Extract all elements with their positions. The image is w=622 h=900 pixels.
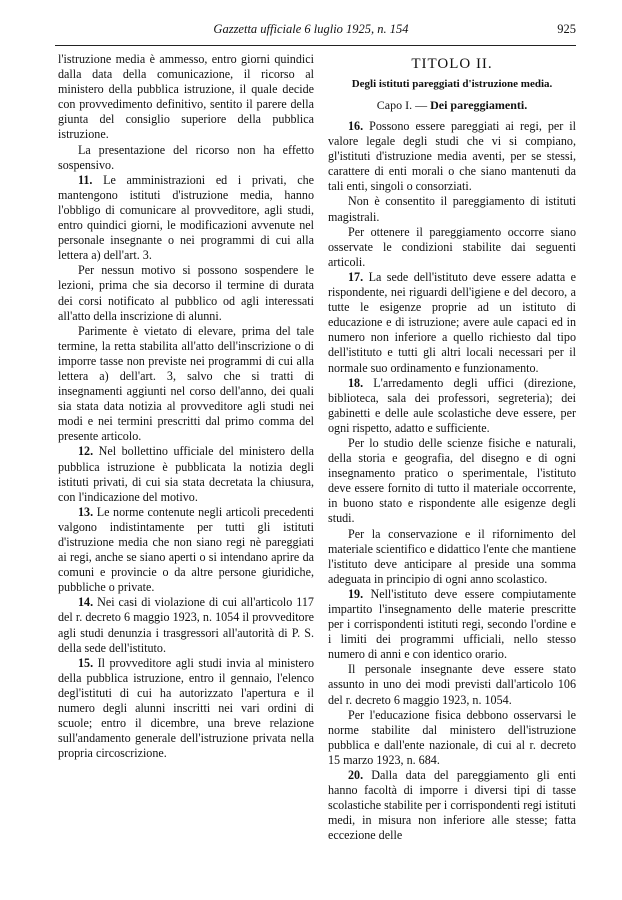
article-14 bbox=[58, 595, 314, 655]
article-17 bbox=[328, 270, 576, 376]
article-text: Nel bollettino ufficiale del ministero della pubblica istruzione è pubblicata la notizia degli istituti privati, di cui sia stata decretata la chiusura, con l'indicazione del motivo. bbox=[58, 444, 314, 504]
section-title: TITOLO II. bbox=[411, 56, 493, 72]
article-text: La sede dell'istituto deve essere adatta e rispondente, nei riguardi dell'igiene e del decoro, a tutte le esigenze proprie ad un istituto di educazione e di istruzione; avere aule capaci ed in numero non inferiore a quello richiesto dal tipo dell'istituto e tutti gli altri locali necessari per il normale suo ordinamento e funzionamento. bbox=[328, 269, 576, 375]
article-20 bbox=[328, 768, 576, 843]
article-text: Le amministrazioni ed i privati, che mantengono istituti d'istruzione media, hanno l'obbligo di comunicare al provveditore, agli studi, entro quindici giorni, le modificazioni avvenute nel personale insegnante o nei programmi di cui alla lettera a) dell'art. 3. bbox=[58, 172, 314, 263]
article-text: Dalla data del pareggiamento gli enti hanno facoltà di imporre i diversi tipi di tasse scolastiche stabilite per i corrispondenti regi istituti medi, in misura non inferiore alle stesse; fatta eccezione delle bbox=[328, 768, 576, 843]
page-header bbox=[0, 22, 622, 42]
article-number: 12. bbox=[78, 444, 94, 459]
article-19 bbox=[328, 587, 576, 662]
article-number: 14. bbox=[78, 595, 94, 610]
paragraph: Per lo studio delle scienze fisiche e naturali, della storia e geografia, del disegno e di ogni insegnamento pratico o sperimentale, l'istituto deve essere fornito di tutto il materiale occorrente, in buono stato e rispondente alle esigenze degli studi. bbox=[328, 435, 576, 526]
article-number: 11. bbox=[78, 172, 93, 187]
article-text: Il provveditore agli studi invia al ministero della pubblica istruzione, entro il gennaio, l'elenco degl'istituti di cui ha autorizzato l'apertura e il numero degli alunni inscritti nei vari ordini di scuole; entro il dicembre, una breve relazione sull'andamento generale dell'istruzione privata nella propria circoscrizione. bbox=[58, 655, 314, 761]
section-subtitle: Degli istituti pareggiati d'istruzione media. bbox=[351, 78, 553, 90]
article-text: Le norme contenute negli articoli precedenti valgono indistintamente per tutti gli istituti d'istruzione media che non siano regi nè pareggiati ai regi, anche se siano aperti o si intendano aprire da comuni e provincie o da altre persone giuridiche, pubbliche o private. bbox=[58, 504, 314, 595]
article-13 bbox=[58, 505, 314, 596]
paragraph: La presentazione del ricorso non ha effetto sospensivo. bbox=[58, 142, 314, 172]
article-16 bbox=[328, 119, 576, 194]
article-text: Nell'istituto deve essere compiutamente impartito l'insegnamento delle materie prescritte per i corrispondenti istituti regi, secondo l'ordine e i limiti dei programmi ufficiali, nello stesso numero di anni e con identico orario. bbox=[328, 586, 576, 662]
page-number: 925 bbox=[557, 22, 576, 36]
article-number: 20. bbox=[348, 768, 364, 783]
paragraph: Il personale insegnante deve essere stato assunto in uno dei modi previsti dall'articolo 106 del r. decreto 6 maggio 1923, n. 1054. bbox=[328, 662, 576, 707]
paragraph: Parimente è vietato di elevare, prima del tale termine, la retta stabilita all'atto dell'inscrizione o di imporre tasse non previste nei programmi di cui alla lettera a) dell'art. 3, salvo che si tratti di insegnamenti aggiunti nel corso dell'anno, dei quali sia stata data notizia al provveditore agli studi nei modi e nei termini prescritti dal primo comma del presente articolo. bbox=[58, 323, 314, 444]
article-number: 13. bbox=[78, 504, 94, 519]
paragraph: Per l'educazione fisica debbono osservarsi le norme stabilite dal ministero dell'istruzione pubblica e dall'ente nazionale, di cui al r. decreto 15 marzo 1923, n. 684. bbox=[328, 707, 576, 767]
article-number: 16. bbox=[348, 119, 364, 133]
article-18 bbox=[328, 376, 576, 436]
article-15 bbox=[58, 656, 314, 762]
article-number: 15. bbox=[78, 655, 94, 670]
article-number: 18. bbox=[348, 375, 364, 390]
paragraph: Per nessun motivo si possono sospendere le lezioni, prima che sia decorso il termine di durata dei corsi notificato al pubblico od agli interessati all'atto della inscrizione di alunni. bbox=[58, 263, 314, 323]
paragraph: Non è consentito il pareggiamento di istituti magistrali. bbox=[328, 194, 576, 224]
article-number: 19. bbox=[348, 586, 364, 601]
paragraph: l'istruzione media è ammesso, entro giorni quindici dalla data della comunicazione, il ricorso al ministero della pubblica istruzione, il quale decide con provvedimento definitivo, sentito il parere della giunta del consiglio superiore della pubblica istruzione. bbox=[58, 52, 314, 142]
header-title: Gazzetta ufficiale 6 luglio 1925, n. 154 bbox=[213, 22, 409, 36]
article-text: L'arredamento degli uffici (direzione, biblioteca, sala dei professori, segreteria); dei gabinetti e delle aule scolastiche deve essere, per ogni rispetto, adatto e sufficiente. bbox=[328, 375, 576, 435]
chapter-prefix: Capo I. — bbox=[376, 98, 428, 112]
left-column bbox=[58, 52, 314, 761]
paragraph: Per la conservazione e il rifornimento del materiale scientifico e didattico l'ente che mantiene l'istituto deve anticipare al preside una somma adeguata in principio di ogni anno scolastico. bbox=[328, 526, 576, 586]
article-11 bbox=[58, 173, 314, 264]
right-column bbox=[328, 52, 576, 844]
paragraph: Per ottenere il pareggiamento occorre siano osservate le condizioni stabilite dai seguenti articoli. bbox=[328, 224, 576, 269]
header-rule bbox=[55, 45, 576, 46]
article-12 bbox=[58, 444, 314, 504]
chapter-title: Dei pareggiamenti. bbox=[430, 98, 528, 112]
article-text: Nei casi di violazione di cui all'articolo 117 del r. decreto 6 maggio 1923, n. 1054 il provveditore agli studi denunzia i trasgressori all'autorità di P. S. della sede dell'istituto. bbox=[58, 595, 314, 655]
article-text: Possono essere pareggiati ai regi, per il valore legale degli studi che vi si compiano, gl'istituti d'istruzione media aventi, per se stessi, carattere di enti morali o che siano mantenuti da tali enti, singoli o consorziati. bbox=[328, 119, 577, 194]
article-number: 17. bbox=[348, 269, 364, 284]
chapter-heading bbox=[328, 97, 576, 114]
